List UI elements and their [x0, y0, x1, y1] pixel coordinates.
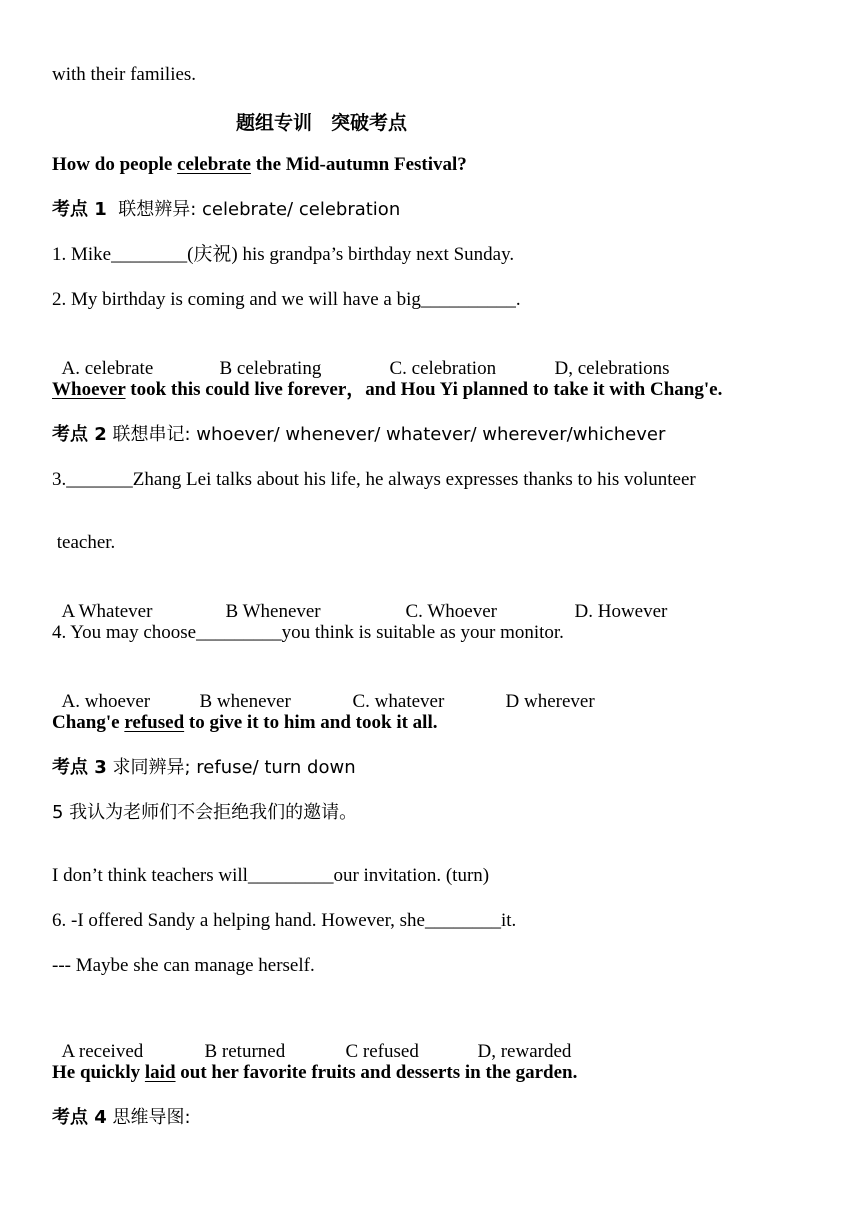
question-3-line-2: teacher. [52, 532, 116, 553]
underlined-word: celebrate [177, 154, 251, 175]
question-6-line-1: 6. -I offered Sandy a helping hand. However, she________it. [52, 910, 517, 931]
point-4-header [52, 1106, 191, 1130]
key-sentence-2 [52, 378, 722, 402]
point-2-header [52, 423, 665, 447]
key-sentence-3 [52, 711, 437, 735]
option-a: A Whatever [61, 601, 153, 622]
option-d: D, rewarded [477, 1041, 572, 1062]
underlined-word: laid [144, 1062, 176, 1083]
question-4: 4. You may choose_________you think is suitable as your monitor. [52, 622, 564, 643]
key-sentence-1 [52, 153, 467, 177]
question-5-chinese: 5 我认为老师们不会拒绝我们的邀请。 [52, 802, 358, 823]
section-heading: 题组专训 突破考点 [236, 112, 408, 134]
question-6-options [52, 1016, 571, 1064]
point-label: 考点 4 [52, 1107, 107, 1128]
option-c: C refused [345, 1041, 419, 1062]
point-label: 考点 1 [52, 199, 107, 220]
question-3-line-1: 3._______Zhang Lei talks about his life, he always expresses thanks to his volunteer [52, 469, 696, 490]
sentence-text: to give it to him and took it all. [184, 712, 438, 733]
sentence-text: How do people [52, 154, 178, 175]
option-a: A. celebrate [61, 358, 154, 379]
question-4-options [52, 666, 595, 714]
question-3-options [52, 576, 667, 624]
underlined-word: Whoever [52, 379, 126, 400]
option-b: B Whenever [225, 601, 321, 622]
key-sentence-4 [52, 1061, 577, 1085]
question-6-line-2: --- Maybe she can manage herself. [52, 955, 315, 976]
point-text: 求同辨异; refuse/ turn down [106, 757, 356, 778]
underlined-word: refused [124, 712, 185, 733]
question-2: 2. My birthday is coming and we will have a big__________. [52, 289, 521, 310]
option-b: B celebrating [219, 358, 322, 379]
point-label: 考点 2 [52, 424, 107, 445]
text-line: with their families. [52, 64, 197, 85]
sentence-text: out her favorite fruits and desserts in the garden. [175, 1062, 578, 1083]
option-d: D, celebrations [554, 358, 670, 379]
option-c: C. Whoever [405, 601, 497, 622]
sentence-text: He quickly [52, 1062, 145, 1083]
option-d: D wherever [505, 691, 595, 712]
option-b: B whenever [199, 691, 291, 712]
point-3-header [52, 756, 356, 780]
sentence-text: the Mid-autumn Festival? [250, 154, 467, 175]
option-a: A received [61, 1041, 144, 1062]
option-b: B returned [204, 1041, 286, 1062]
point-text: 联想辨异: celebrate/ celebration [106, 199, 401, 220]
option-c: C. celebration [389, 358, 497, 379]
point-label: 考点 3 [52, 757, 107, 778]
option-d: D. However [574, 601, 668, 622]
question-1: 1. Mike________(庆祝) his grandpa’s birthday next Sunday. [52, 244, 515, 265]
option-a: A. whoever [61, 691, 151, 712]
sentence-text: took this could live forever，and Hou Yi planned to take it with Chang'e. [125, 379, 723, 400]
sentence-text: Chang'e [52, 712, 125, 733]
question-2-options [52, 333, 670, 381]
point-text: 思维导图: [106, 1107, 191, 1128]
option-c: C. whatever [352, 691, 445, 712]
point-text: 联想串记: whoever/ whenever/ whatever/ wherever/whichever [106, 424, 666, 445]
point-1-header [52, 198, 400, 222]
question-5-english: I don’t think teachers will_________our invitation. (turn) [52, 865, 490, 886]
